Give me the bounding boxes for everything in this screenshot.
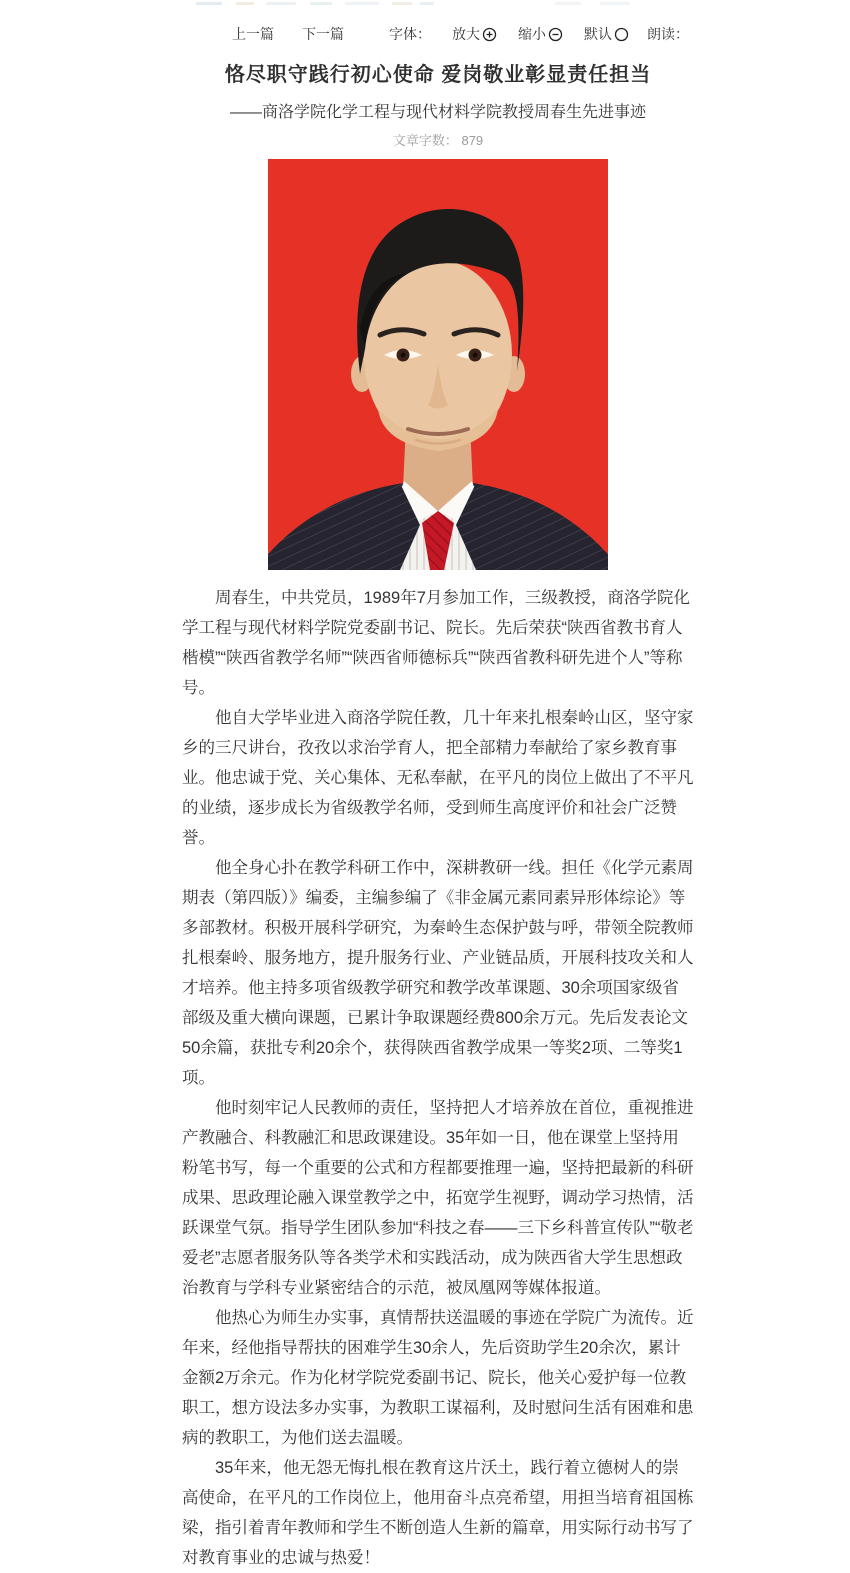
default-size-icon: [614, 27, 629, 42]
read-aloud-button[interactable]: 朗读：: [647, 26, 689, 42]
article-body: [182, 583, 694, 1573]
word-count-label: 文章字数：: [392, 133, 458, 149]
next-article-link[interactable]: 下一篇: [302, 26, 344, 42]
article-subtitle: ——商洛学院化学工程与现代材料学院教授周春生先进事迹: [229, 104, 646, 122]
word-count-value: 879: [461, 133, 484, 149]
default-size-label: 默认: [584, 26, 612, 42]
paragraph: 他热心为师生办实事，真情帮扶送温暖的事迹在学院广为流传。近年来，经他指导帮扶的困难学生30余人，先后资助学生20余次，累计金额2万余元。作为化材学院党委副书记、院长，他关心爱护每一位教职工，想方设法多办实事，为教职工谋福利，及时慰问生活有困难和患病的教职工，为他们送去温暖。: [182, 1309, 694, 1448]
default-size-button[interactable]: [584, 26, 629, 42]
word-count: [182, 132, 694, 150]
zoom-in-label: 放大: [452, 26, 480, 42]
paragraph: 周春生，中共党员，1989年7月参加工作，三级教授，商洛学院化学工程与现代材料学院党委副书记、院长。先后荣获“陕西省教书育人楷模”“陕西省教学名师”“陕西省师德标兵”“陕西省教科研先进个人”等称号。: [182, 589, 690, 698]
paragraph: 他全身心扑在教学科研工作中，深耕教研一线。担任《化学元素周期表（第四版）》编委，主编参编了《非金属元素同素异形体综论》等多部教材。积极开展科学研究，为秦岭生态保护鼓与呼，带领全院教师扎根秦岭、服务地方，提升服务行业、产业链品质，开展科技攻关和人才培养。他主持多项省级教学研究和教学改革课题、30余项国家级省部级及重大横向课题，已累计争取课题经费800余万元。先后发表论文50余篇，获批专利20余个，获得陕西省教学成果一等奖2项、二等奖1项。: [182, 859, 694, 1088]
zoom-out-icon: [548, 27, 563, 42]
zoom-out-label: 缩小: [518, 26, 546, 42]
previous-article-link[interactable]: 上一篇: [232, 26, 274, 42]
article-title: 恪尽职守践行初心使命 爱岗敬业彰显责任担当: [224, 64, 652, 86]
article-container: [182, 0, 694, 1573]
photo-container: [182, 159, 694, 570]
clipped-header-remnant: [0, 0, 850, 8]
paragraph: 他时刻牢记人民教师的责任，坚持把人才培养放在首位，重视推进产教融合、科教融汇和思政课建设。35年如一日，他在课堂上坚持用粉笔书写，每一个重要的公式和方程都要推理一遍，坚持把最新的科研成果、思政理论融入课堂教学之中，拓宽学生视野，调动学习热情，活跃课堂气氛。指导学生团队参加“科技之春——三下乡科普宣传队”“敬老爱老”志愿者服务队等各类学术和实践活动，成为陕西省大学生思想政治教育与学科专业紧密结合的示范，被凤凰网等媒体报道。: [182, 1099, 694, 1298]
font-size-label: 字体：: [389, 26, 431, 42]
paragraph: 35年来，他无怨无悔扎根在教育这片沃土，践行着立德树人的崇高使命，在平凡的工作岗位上，他用奋斗点亮希望，用担当培育祖国栋梁，指引着青年教师和学生不断创造人生新的篇章，用实际行动书写了对教育事业的忠诚与热爱！: [182, 1459, 694, 1568]
zoom-out-button[interactable]: [518, 26, 563, 42]
zoom-in-icon: [482, 27, 497, 42]
paragraph: 他自大学毕业进入商洛学院任教，几十年来扎根秦岭山区，坚守家乡的三尺讲台，孜孜以求治学育人，把全部精力奉献给了家乡教育事业。他忠诚于党、关心集体、无私奉献，在平凡的岗位上做出了不平凡的业绩，逐步成长为省级教学名师，受到师生高度评价和社会广泛赞誉。: [182, 709, 694, 848]
portrait-photo: [268, 159, 608, 570]
zoom-in-button[interactable]: [452, 26, 497, 42]
